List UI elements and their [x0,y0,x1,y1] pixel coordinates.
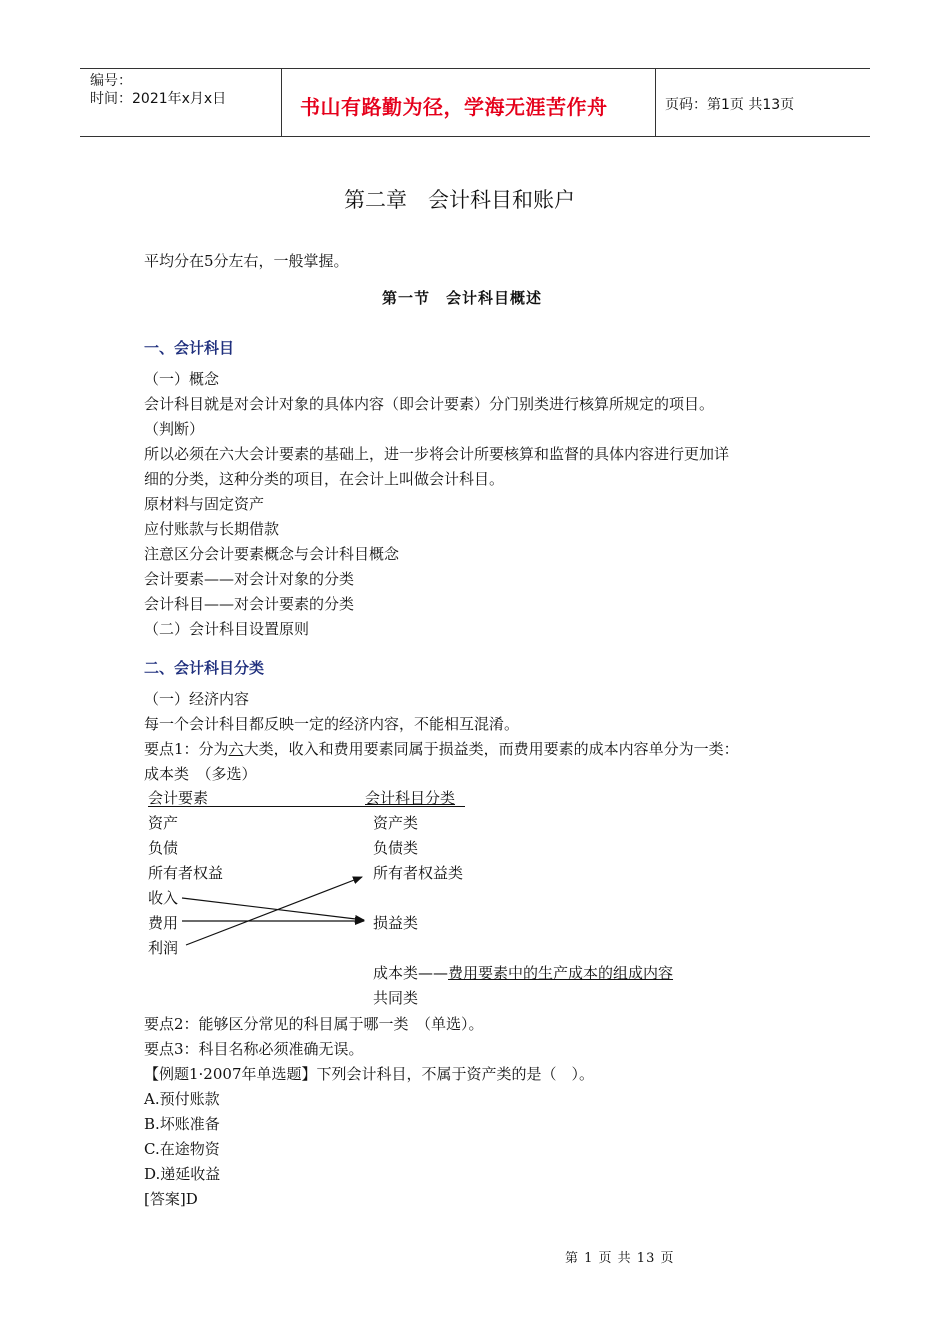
point1-suffix: 大类，收入和费用要素同属于损益类，而费用要素的成本内容单分为一类： [243,740,739,758]
chapter-title: 第二章 会计科目和账户 [344,188,575,212]
paragraph-line: 原材料与固定资产 [144,495,265,513]
paragraph-line: 所以必须在六大会计要素的基础上，进一步将会计所要核算和监督的具体内容进行更加详 [144,445,730,463]
point1-prefix: 要点1：分为 [144,740,229,758]
header-page-info: 页码：第1页 共13页 [665,97,795,113]
paragraph-line: （一）经济内容 [144,690,250,708]
point1-line2: 成本类 （多选） [144,765,257,783]
diagram-right-header: 会计科目分类 [365,789,456,807]
heading-accounting-subjects: 一、会计科目 [144,339,235,357]
option-c: C.在途物资 [144,1140,220,1158]
paragraph-line: 每一个会计科目都反映一定的经济内容，不能相互混淆。 [144,715,520,733]
paragraph-line: 应付账款与长期借款 [144,520,280,538]
diagram-category: 负债类 [373,839,419,857]
header-time-label: 时间：2021年x月x日 [90,91,227,107]
header-motto: 书山有路勤为径，学海无涯苦作舟 [300,95,608,119]
diagram-category: 资产类 [373,814,419,832]
paragraph-line: 要点2：能够区分常见的科目属于哪一类 （单选）。 [144,1015,484,1033]
diagram-element: 收入 [148,889,179,907]
diagram-element: 负债 [148,839,179,857]
diagram-element: 资产 [148,814,179,832]
point1-underlined: 六 [228,740,244,758]
diagram-left-header: 会计要素 [148,789,209,807]
example-question: 【例题1·2007年单选题】下列会计科目，不属于资产类的是（ ）。 [144,1065,594,1083]
option-b: B.坏账准备 [144,1115,220,1133]
section-title: 第一节 会计科目概述 [382,289,543,307]
arrow-revenue-to-profitloss [182,898,364,920]
diagram-cost-underlined: 费用要素中的生产成本的组成内容 [448,964,674,982]
page-footer: 第 1 页 共 13 页 [565,1251,675,1266]
answer: [答案]D [144,1190,198,1208]
diagram-category: 损益类 [373,914,419,932]
paragraph-line: （二）会计科目设置原则 [144,620,310,638]
paragraph-line: 要点3：科目名称必须准确无误。 [144,1040,364,1058]
option-d: D.递延收益 [144,1165,221,1183]
paragraph-line: 细的分类，这种分类的项目，在会计上叫做会计科目。 [144,470,505,488]
option-a: A.预付账款 [144,1090,220,1108]
header-number-label: 编号： [90,73,132,89]
paragraph-line: 会计科目就是对会计对象的具体内容（即会计要素）分门别类进行核算所规定的项目。 [144,395,715,413]
diagram-element: 费用 [148,914,179,932]
diagram-element: 利润 [148,939,179,957]
diagram-cost-line [373,962,673,983]
diagram-category: 所有者权益类 [373,864,464,882]
diagram-common: 共同类 [373,989,419,1007]
paragraph-line: （一）概念 [144,370,220,388]
diagram-cost-prefix: 成本类—— [373,964,449,982]
paragraph-line: 会计要素——对会计对象的分类 [144,570,355,588]
diagram-element: 所有者权益 [148,864,224,882]
paragraph-line: 注意区分会计要素概念与会计科目概念 [144,545,400,563]
paragraph-line: （判断） [144,420,205,438]
arrow-profit-to-equity [186,877,362,945]
heading-subject-classification: 二、会计科目分类 [144,659,265,677]
paragraph-line: 会计科目——对会计要素的分类 [144,595,355,613]
intro-text: 平均分在5分左右，一般掌握。 [144,252,349,270]
